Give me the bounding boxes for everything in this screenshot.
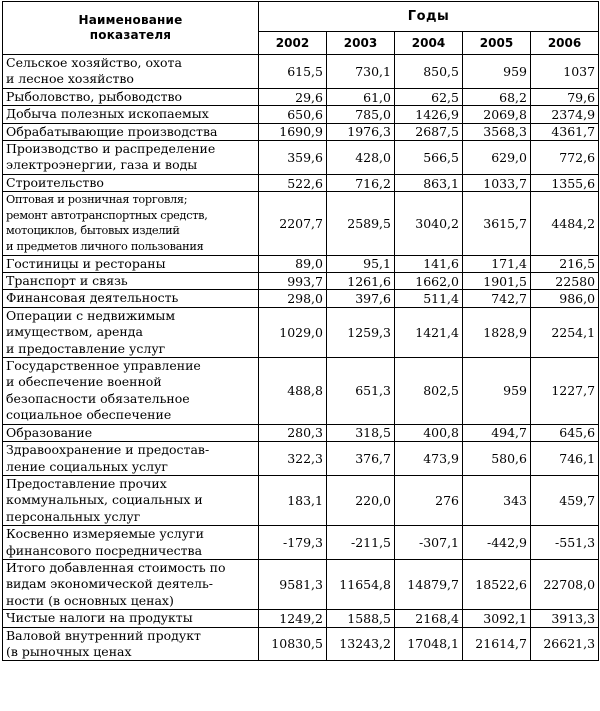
years-header: Годы bbox=[259, 2, 599, 32]
value-2002: 522,6 bbox=[259, 174, 327, 191]
value-2003: 651,3 bbox=[327, 358, 395, 425]
value-2005: 742,7 bbox=[463, 290, 531, 307]
value-2002: 10830,5 bbox=[259, 627, 327, 661]
table-row bbox=[3, 174, 599, 191]
indicator-name-line: электроэнергии, газа и воды bbox=[6, 157, 198, 173]
value-2002: 298,0 bbox=[259, 290, 327, 307]
table-row bbox=[3, 106, 599, 123]
value-2005: -442,9 bbox=[463, 526, 531, 560]
indicator-name-line: Оптовая и розничная торговля; bbox=[6, 193, 188, 207]
value-2004: 863,1 bbox=[395, 174, 463, 191]
value-2004: 17048,1 bbox=[395, 627, 463, 661]
indicator-name bbox=[3, 627, 259, 661]
value-2004: 511,4 bbox=[395, 290, 463, 307]
indicator-name-line: имуществом, аренда bbox=[6, 324, 143, 340]
indicator-name bbox=[3, 106, 259, 123]
value-2002: 993,7 bbox=[259, 273, 327, 290]
value-2005: 1828,9 bbox=[463, 307, 531, 357]
indicator-name bbox=[3, 273, 259, 290]
table-row bbox=[3, 610, 599, 627]
value-2004: 1426,9 bbox=[395, 106, 463, 123]
table-body bbox=[3, 55, 599, 661]
value-2005: 959 bbox=[463, 358, 531, 425]
table-row bbox=[3, 88, 599, 105]
value-2002: 615,5 bbox=[259, 55, 327, 89]
indicator-name bbox=[3, 55, 259, 89]
indicator-name-line: Государственное управление bbox=[6, 358, 201, 374]
indicator-name bbox=[3, 559, 259, 609]
value-2005: 1901,5 bbox=[463, 273, 531, 290]
value-2002: 280,3 bbox=[259, 424, 327, 441]
indicator-name-line: Рыболовство, рыбоводство bbox=[6, 88, 183, 104]
value-2004: 14879,7 bbox=[395, 559, 463, 609]
indicator-name bbox=[3, 475, 259, 525]
value-2004: 1421,4 bbox=[395, 307, 463, 357]
indicator-name-line: ремонт автотранспортных средств, bbox=[6, 208, 208, 222]
value-2002: 2207,7 bbox=[259, 192, 327, 255]
value-2004: 1662,0 bbox=[395, 273, 463, 290]
indicator-name bbox=[3, 290, 259, 307]
table-row bbox=[3, 141, 599, 175]
value-2002: 1249,2 bbox=[259, 610, 327, 627]
value-2004: 2168,4 bbox=[395, 610, 463, 627]
indicator-name-line: персональных услуг bbox=[6, 508, 141, 524]
value-2002: 359,6 bbox=[259, 141, 327, 175]
value-2003: 716,2 bbox=[327, 174, 395, 191]
indicator-header-line-1: Наименование bbox=[78, 13, 183, 27]
value-2005: 3615,7 bbox=[463, 192, 531, 255]
indicator-name-line: коммунальных, социальных и bbox=[6, 492, 203, 508]
table-row bbox=[3, 55, 599, 89]
year-header-2004: 2004 bbox=[395, 31, 463, 54]
indicator-name-line: Гостиницы и рестораны bbox=[6, 255, 166, 271]
indicator-name-line: Образование bbox=[6, 424, 93, 440]
value-2006: 746,1 bbox=[531, 442, 599, 476]
indicator-name-line: Строительство bbox=[6, 174, 104, 190]
indicator-name bbox=[3, 307, 259, 357]
value-2006: 645,6 bbox=[531, 424, 599, 441]
table-row bbox=[3, 273, 599, 290]
value-2003: 376,7 bbox=[327, 442, 395, 476]
value-2002: 9581,3 bbox=[259, 559, 327, 609]
indicator-name-header bbox=[3, 2, 259, 55]
value-2006: 26621,3 bbox=[531, 627, 599, 661]
indicator-name bbox=[3, 88, 259, 105]
indicator-name-line: социальное обеспечение bbox=[6, 407, 172, 423]
indicator-name bbox=[3, 358, 259, 425]
indicator-name-line: Здравоохранение и предостав- bbox=[6, 442, 210, 458]
indicator-name-line: Производство и распределение bbox=[6, 141, 216, 157]
value-2005: 629,0 bbox=[463, 141, 531, 175]
value-2003: 2589,5 bbox=[327, 192, 395, 255]
value-2004: 473,9 bbox=[395, 442, 463, 476]
value-2005: 494,7 bbox=[463, 424, 531, 441]
value-2005: 21614,7 bbox=[463, 627, 531, 661]
indicator-name-line: ление социальных услуг bbox=[6, 458, 168, 474]
value-2005: 580,6 bbox=[463, 442, 531, 476]
value-2005: 1033,7 bbox=[463, 174, 531, 191]
value-2005: 18522,6 bbox=[463, 559, 531, 609]
gdp-table bbox=[2, 1, 599, 661]
table-row bbox=[3, 559, 599, 609]
indicator-name bbox=[3, 174, 259, 191]
value-2005: 68,2 bbox=[463, 88, 531, 105]
value-2005: 2069,8 bbox=[463, 106, 531, 123]
value-2006: 22708,0 bbox=[531, 559, 599, 609]
value-2006: 4361,7 bbox=[531, 123, 599, 140]
value-2003: 1976,3 bbox=[327, 123, 395, 140]
value-2002: 322,3 bbox=[259, 442, 327, 476]
value-2004: 276 bbox=[395, 475, 463, 525]
value-2006: 4484,2 bbox=[531, 192, 599, 255]
indicator-name-line: и лесное хозяйство bbox=[6, 71, 134, 87]
value-2005: 959 bbox=[463, 55, 531, 89]
table-row bbox=[3, 424, 599, 441]
value-2003: 785,0 bbox=[327, 106, 395, 123]
indicator-name bbox=[3, 192, 259, 255]
value-2004: 2687,5 bbox=[395, 123, 463, 140]
indicator-name-line: видам экономической деятель- bbox=[6, 576, 214, 592]
value-2004: 141,6 bbox=[395, 255, 463, 272]
value-2004: 850,5 bbox=[395, 55, 463, 89]
value-2006: 986,0 bbox=[531, 290, 599, 307]
value-2003: 1259,3 bbox=[327, 307, 395, 357]
indicator-name-line: Косвенно измеряемые услуги bbox=[6, 526, 204, 542]
indicator-name bbox=[3, 424, 259, 441]
value-2003: 428,0 bbox=[327, 141, 395, 175]
indicator-name-line: Валовой внутренний продукт bbox=[6, 627, 201, 643]
year-header-2005: 2005 bbox=[463, 31, 531, 54]
value-2003: 11654,8 bbox=[327, 559, 395, 609]
value-2006: 1037 bbox=[531, 55, 599, 89]
indicator-name bbox=[3, 442, 259, 476]
value-2003: 13243,2 bbox=[327, 627, 395, 661]
year-header-2006: 2006 bbox=[531, 31, 599, 54]
year-header-2002: 2002 bbox=[259, 31, 327, 54]
value-2002: 183,1 bbox=[259, 475, 327, 525]
indicator-name-line: Добыча полезных ископаемых bbox=[6, 106, 209, 122]
indicator-name bbox=[3, 141, 259, 175]
value-2003: 95,1 bbox=[327, 255, 395, 272]
value-2002: 650,6 bbox=[259, 106, 327, 123]
value-2006: 79,6 bbox=[531, 88, 599, 105]
table-row bbox=[3, 192, 599, 255]
value-2005: 171,4 bbox=[463, 255, 531, 272]
value-2006: 216,5 bbox=[531, 255, 599, 272]
value-2003: 1588,5 bbox=[327, 610, 395, 627]
value-2002: 29,6 bbox=[259, 88, 327, 105]
indicator-name-line: Чистые налоги на продукты bbox=[6, 610, 193, 626]
value-2006: 22580 bbox=[531, 273, 599, 290]
indicator-name bbox=[3, 610, 259, 627]
table-row bbox=[3, 290, 599, 307]
indicator-name-line: Предоставление прочих bbox=[6, 475, 167, 491]
value-2004: 566,5 bbox=[395, 141, 463, 175]
value-2002: 1029,0 bbox=[259, 307, 327, 357]
indicator-name-line: ности (в основных ценах) bbox=[6, 592, 174, 608]
value-2005: 3092,1 bbox=[463, 610, 531, 627]
indicator-name-line: финансового посредничества bbox=[6, 542, 203, 558]
value-2006: 459,7 bbox=[531, 475, 599, 525]
value-2006: -551,3 bbox=[531, 526, 599, 560]
indicator-name bbox=[3, 255, 259, 272]
value-2006: 2254,1 bbox=[531, 307, 599, 357]
value-2002: 89,0 bbox=[259, 255, 327, 272]
value-2006: 3913,3 bbox=[531, 610, 599, 627]
value-2003: -211,5 bbox=[327, 526, 395, 560]
indicator-name-line: Финансовая деятельность bbox=[6, 290, 179, 306]
table-row bbox=[3, 123, 599, 140]
indicator-name-line: и предметов личного пользования bbox=[6, 240, 204, 254]
indicator-name-line: Итого добавленная стоимость по bbox=[6, 559, 226, 575]
indicator-name-line: мотоциклов, бытовых изделий bbox=[6, 224, 180, 238]
value-2002: -179,3 bbox=[259, 526, 327, 560]
indicator-name-line: безопасности обязательное bbox=[6, 390, 190, 406]
value-2002: 1690,9 bbox=[259, 123, 327, 140]
table-row bbox=[3, 255, 599, 272]
table-row bbox=[3, 526, 599, 560]
value-2004: 400,8 bbox=[395, 424, 463, 441]
table-row bbox=[3, 475, 599, 525]
indicator-name-line: и обеспечение военной bbox=[6, 374, 162, 390]
value-2003: 730,1 bbox=[327, 55, 395, 89]
value-2004: 802,5 bbox=[395, 358, 463, 425]
indicator-name-line: Обрабатывающие производства bbox=[6, 123, 218, 139]
value-2002: 488,8 bbox=[259, 358, 327, 425]
indicator-name-line: Сельское хозяйство, охота bbox=[6, 55, 182, 70]
indicator-name-line: Транспорт и связь bbox=[6, 273, 128, 289]
value-2006: 1227,7 bbox=[531, 358, 599, 425]
table-row bbox=[3, 627, 599, 661]
table-row bbox=[3, 307, 599, 357]
year-header-2003: 2003 bbox=[327, 31, 395, 54]
indicator-name bbox=[3, 526, 259, 560]
indicator-name-line: и предоставление услуг bbox=[6, 340, 166, 356]
value-2003: 1261,6 bbox=[327, 273, 395, 290]
value-2006: 772,6 bbox=[531, 141, 599, 175]
value-2003: 61,0 bbox=[327, 88, 395, 105]
indicator-header-line-2: показателя bbox=[89, 28, 172, 42]
value-2004: -307,1 bbox=[395, 526, 463, 560]
indicator-name-line: (в рыночных ценах bbox=[6, 643, 132, 659]
value-2003: 318,5 bbox=[327, 424, 395, 441]
table-row bbox=[3, 358, 599, 425]
value-2004: 62,5 bbox=[395, 88, 463, 105]
value-2006: 1355,6 bbox=[531, 174, 599, 191]
value-2005: 343 bbox=[463, 475, 531, 525]
value-2004: 3040,2 bbox=[395, 192, 463, 255]
indicator-name-line: Операции с недвижимым bbox=[6, 307, 176, 323]
value-2003: 397,6 bbox=[327, 290, 395, 307]
value-2006: 2374,9 bbox=[531, 106, 599, 123]
indicator-name bbox=[3, 123, 259, 140]
table-row bbox=[3, 442, 599, 476]
value-2003: 220,0 bbox=[327, 475, 395, 525]
value-2005: 3568,3 bbox=[463, 123, 531, 140]
